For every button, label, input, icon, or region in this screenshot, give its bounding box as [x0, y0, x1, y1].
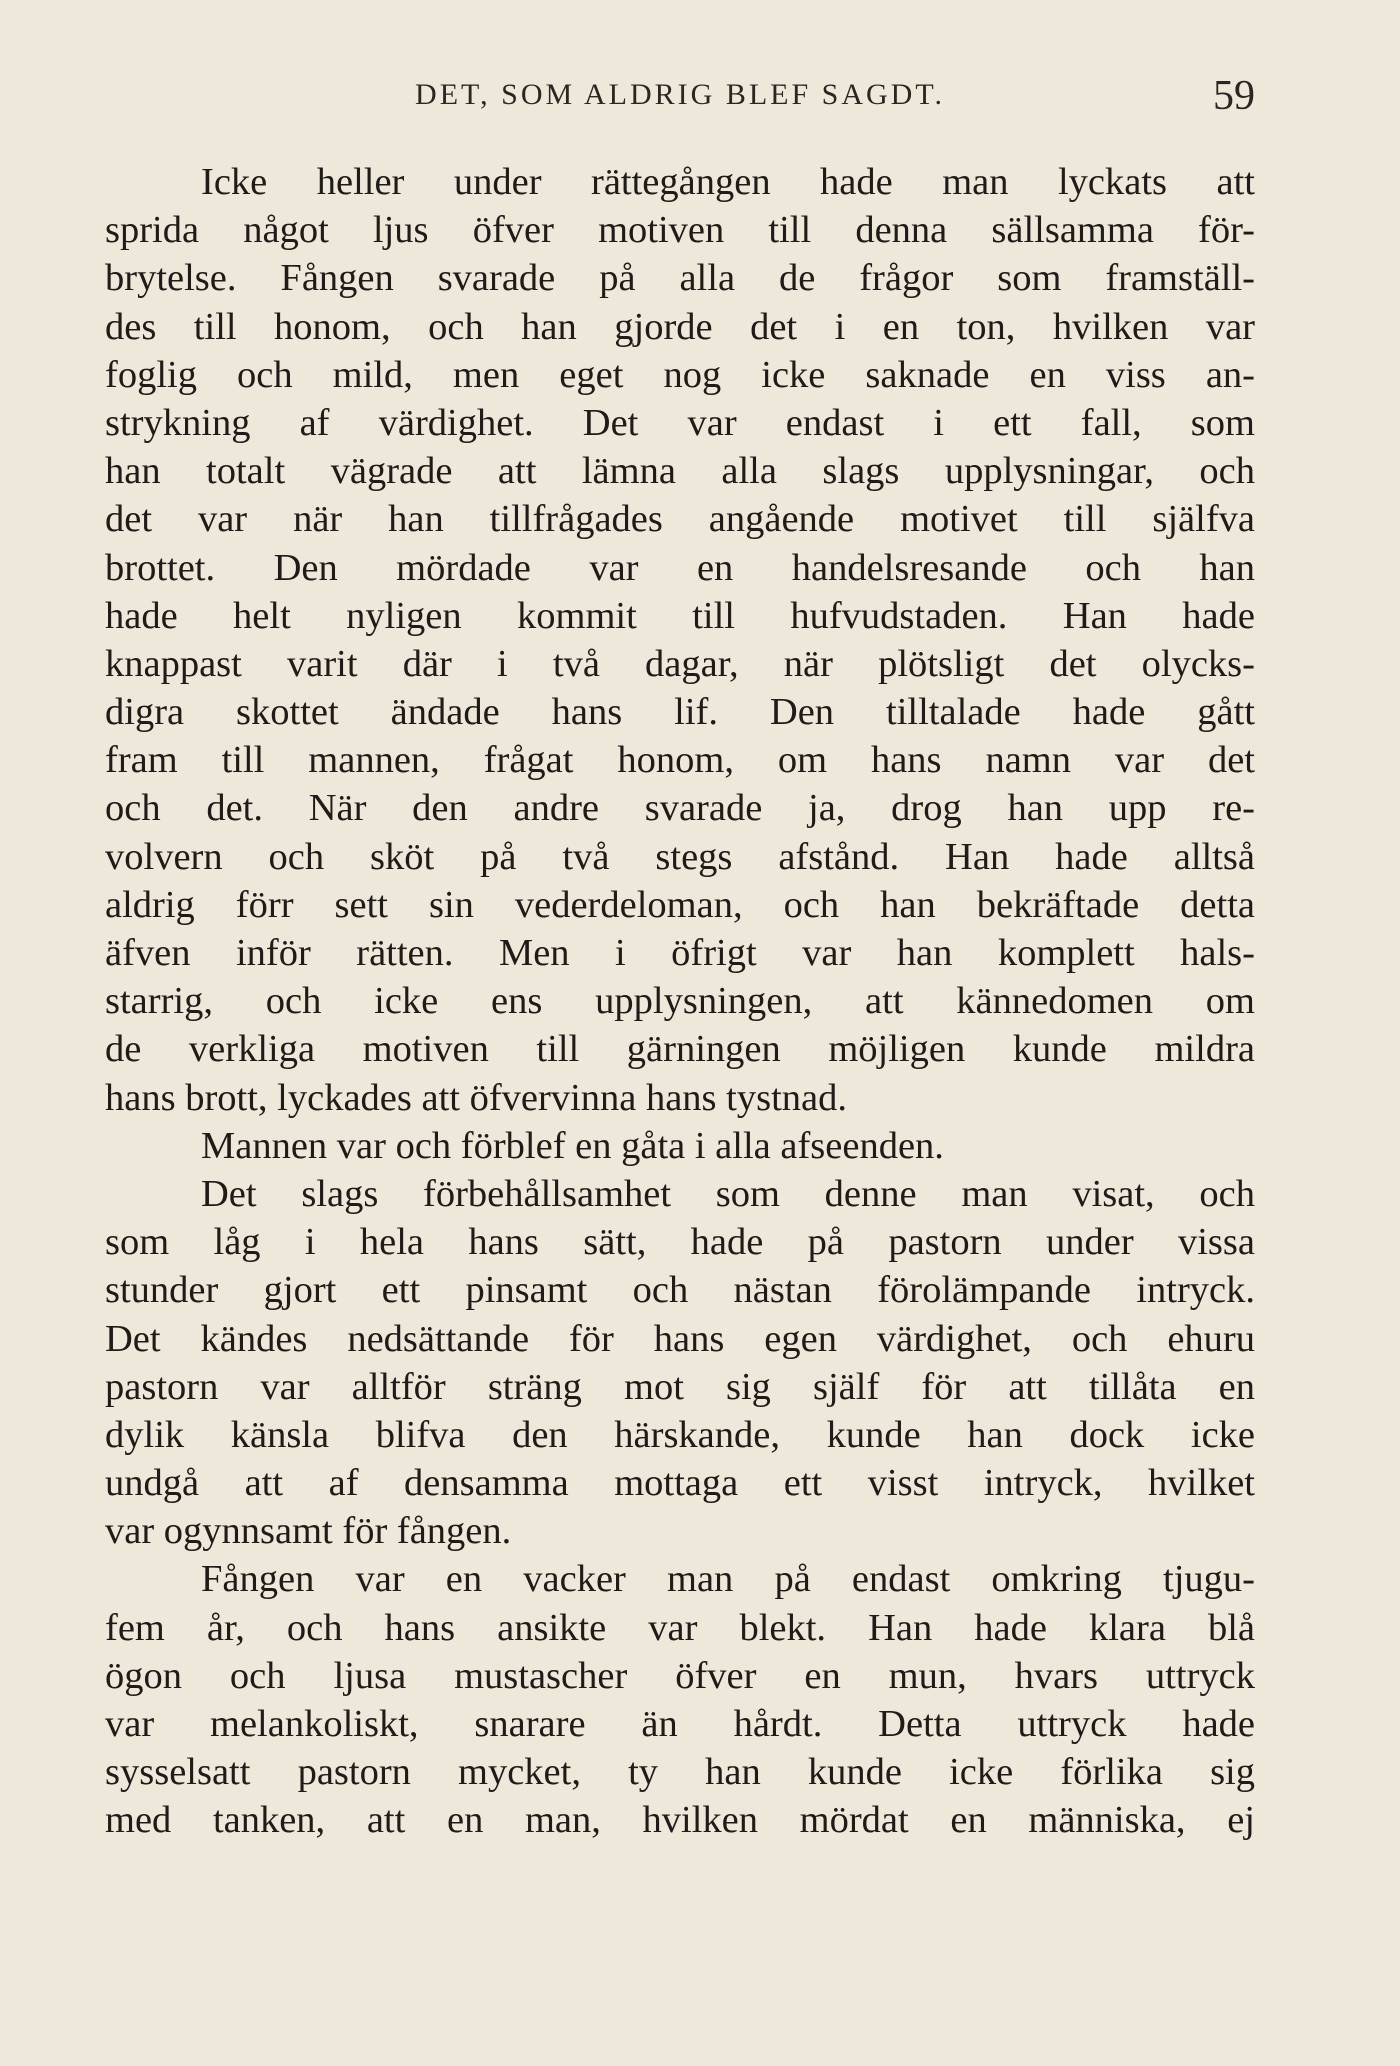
text-line: fram till mannen, frågat honom, om hans namn var det [105, 739, 1255, 782]
text-line: sysselsatt pastorn mycket, ty han kunde icke förlika sig [105, 1751, 1255, 1794]
text-line: knappast varit där i två dagar, när plötsligt det olycks- [105, 642, 1255, 685]
text-line: Det slags förbehållsamhet som denne man visat, och [201, 1172, 1255, 1215]
text-line: hans brott, lyckades att öfvervinna hans tystnad. [105, 1076, 848, 1119]
paragraph [105, 1555, 1255, 1844]
text-line: ögon och ljusa mustascher öfver en mun, hvars uttryck [105, 1654, 1255, 1697]
paragraph [105, 1122, 1255, 1170]
text-line: aldrig förr sett sin vederdeloman, och han bekräftade detta [105, 883, 1255, 926]
body-text [105, 158, 1255, 1845]
text-line: dylik känsla blifva den härskande, kunde han dock icke [105, 1413, 1255, 1456]
text-line: des till honom, och han gjorde det i en ton, hvilken var [105, 305, 1255, 348]
page-number: 59 [1213, 73, 1255, 119]
paragraph [105, 1170, 1255, 1556]
paragraph [105, 158, 1255, 1122]
text-line: och det. När den andre svarade ja, drog han upp re- [105, 787, 1255, 830]
text-line: fem år, och hans ansikte var blekt. Han hade klara blå [105, 1606, 1255, 1649]
text-line: var ogynnsamt för fången. [105, 1510, 512, 1553]
text-line: strykning af värdighet. Det var endast i ett fall, som [105, 401, 1255, 444]
text-line: med tanken, att en man, hvilken mördat en människa, ej [105, 1799, 1255, 1842]
text-line: han totalt vägrade att lämna alla slags upplysningar, och [105, 450, 1255, 493]
text-line: som låg i hela hans sätt, hade på pastorn under vissa [105, 1221, 1255, 1264]
text-line: Det kändes nedsättande för hans egen värdighet, och ehuru [105, 1317, 1255, 1360]
text-line: starrig, och icke ens upplysningen, att kännedomen om [105, 980, 1255, 1023]
text-line: Fången var en vacker man på endast omkring tjugu- [201, 1558, 1255, 1601]
text-line: foglig och mild, men eget nog icke saknade en viss an- [105, 353, 1255, 396]
text-line: stunder gjort ett pinsamt och nästan förolämpande intryck. [105, 1269, 1255, 1312]
text-line: var melankoliskt, snarare än hårdt. Detta uttryck hade [105, 1703, 1255, 1745]
text-line: de verkliga motiven till gärningen möjligen kunde mildra [105, 1028, 1255, 1071]
text-line: pastorn var alltför sträng mot sig själf för att tillåta en [105, 1365, 1255, 1408]
text-line: Icke heller under rättegången hade man lyckats att [201, 161, 1255, 203]
text-line: volvern och sköt på två stegs afstånd. Han hade alltså [105, 835, 1255, 878]
page-header [105, 73, 1255, 138]
text-line: hade helt nyligen kommit till hufvudstaden. Han hade [105, 594, 1255, 637]
text-line: digra skottet ändade hans lif. Den tilltalade hade gått [105, 691, 1255, 734]
text-line: brytelse. Fången svarade på alla de frågor som framställ- [105, 257, 1255, 300]
text-line: äfven inför rätten. Men i öfrigt var han komplett hals- [105, 932, 1255, 974]
running-title: DET, SOM ALDRIG BLEF SAGDT. [415, 78, 945, 111]
text-line: sprida något ljus öfver motiven till denna sällsamma för- [105, 209, 1255, 252]
text-line: brottet. Den mördade var en handelsresande och han [105, 546, 1255, 589]
text-line: Mannen var och förblef en gåta i alla afseenden. [201, 1124, 944, 1167]
text-line: undgå att af densamma mottaga ett visst intryck, hvilket [105, 1462, 1255, 1505]
text-line: det var när han tillfrågades angående motivet till själfva [105, 498, 1255, 541]
